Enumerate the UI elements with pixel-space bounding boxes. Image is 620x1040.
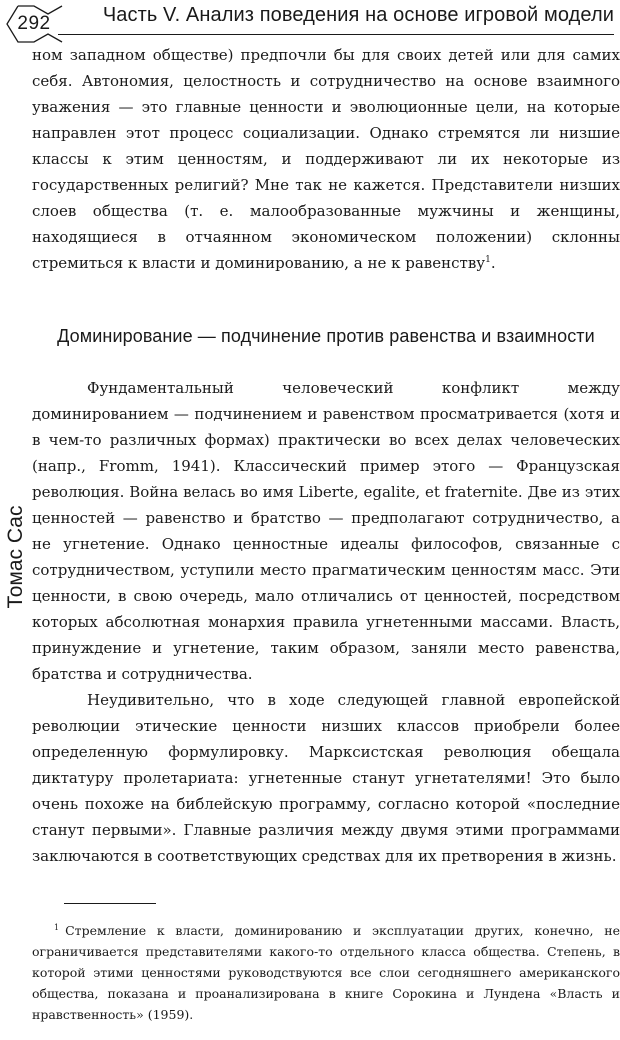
page-number-badge <box>4 4 64 44</box>
header-rule <box>58 34 614 35</box>
side-author-label <box>2 482 30 632</box>
author-name: Томас Сас <box>4 505 27 609</box>
footnote <box>32 920 620 1025</box>
body-paragraph: Неудивительно, что в ходе следующей главной европейской революции этические ценности низших классов приобрели более определенную формулировку. Марксистская революция обещала диктатуру пролетариата: угнетенные станут угнетателями! Это было очень похоже на библейскую программу, согласно которой «последние станут первыми». Главные различия между двумя этими программами заключаются в соответствующих средствах для их претворения в жизнь. <box>32 691 620 865</box>
paragraph-text: ном западном обществе) предпочли бы для своих детей или для самих себя. Автономия, целостность и сотрудничество на основе взаимного уважения — это главные ценности и эволюционные цели, на которые направлен этот процесс социализации. Однако стремятся ли низшие классы к этим ценностям, и поддерживают ли их некоторые из государственных религий? Мне так не кажется. Представители низших слоев общества (т. е. малообразованные мужчины и женщины, находящиеся в отчаянном экономическом положении) склонны стремиться к власти и доминированию, а не к равенству <box>32 46 620 272</box>
footnote-text: Стремление к власти, доминированию и эксплуатации других, конечно, не ограничивается представителями какого-то отдельного класса общества. Степень, в которой этими ценностями руководствуются все слои сегодняшнего американского общества, показана и проанализирована в книге Сорокина и Лундена «Власть и нравственность» (1959). <box>32 923 620 1022</box>
page-number: 292 <box>17 13 51 34</box>
body-paragraph <box>32 42 620 276</box>
footnote-marker: 1 <box>54 922 60 932</box>
page-content <box>32 42 620 1025</box>
paragraph-end: . <box>490 254 496 272</box>
running-title: Часть V. Анализ поведения на основе игровой модели <box>102 4 614 26</box>
section-heading: Доминирование — подчинение против равенства и взаимности <box>57 326 595 346</box>
footnote-reference[interactable]: 1 <box>485 255 491 265</box>
body-paragraph: Фундаментальный человеческий конфликт между доминированием — подчинением и равенством просматривается (хотя и в чем-то различных формах) практически во всех делах человеческих (напр., Fromm, 1941). Классический пример этого — Французская революция. Война велась во имя Liberte, egalite, et fraternite. Две из этих ценностей — равенство и братство — предполагают сотрудничество, а не угнетение. Однако ценностные идеалы философов, связанные с сотрудничеством, уступили место прагматическим ценностям масс. Эти ценности, в свою очередь, мало отличались от ценностей, посредством которых абсолютная монархия правила угнетенными массами. Власть, принуждение и угнетение, таким образом, заняли место равенства, братства и сотрудничества. <box>32 379 620 683</box>
page-header <box>0 0 620 46</box>
footnote-divider <box>64 903 156 904</box>
